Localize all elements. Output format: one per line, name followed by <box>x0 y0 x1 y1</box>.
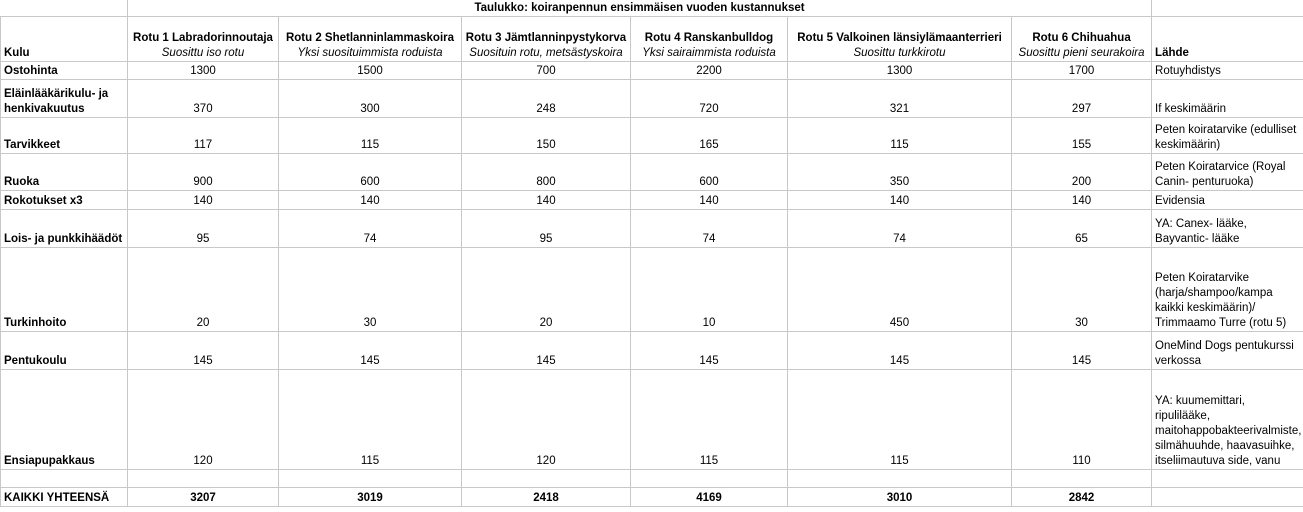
source-cell: Peten Koiratarvike (harja/shampoo/kampa kaikki keskimäärin)/ Trimmaamo Turre (rotu 5) <box>1152 248 1303 332</box>
cost-cell: 248 <box>462 80 631 118</box>
cost-cell: 297 <box>1012 80 1152 118</box>
table-title: Taulukko: koiranpennun ensimmäisen vuoden kustannukset <box>128 0 1152 17</box>
cost-cell: 10 <box>631 248 788 332</box>
row-label: Tarvikkeet <box>1 118 128 154</box>
empty-cell <box>1012 470 1152 488</box>
cost-cell: 800 <box>462 154 631 191</box>
cost-cell: 145 <box>788 332 1012 370</box>
table-row <box>1 248 1303 332</box>
row-label: Ensiapupakkaus <box>1 370 128 470</box>
cost-cell: 30 <box>1012 248 1152 332</box>
source-cell: YA: kuumemittari, ripulilääke, maitohappobakteerivalmiste, silmähuuhde, haavasuihke, itseliimautuva side, vanu <box>1152 370 1303 470</box>
cost-cell: 145 <box>1012 332 1152 370</box>
cost-cell: 140 <box>462 191 631 210</box>
source-cell: YA: Canex- lääke, Bayvantic- lääke <box>1152 210 1303 248</box>
cost-cell: 370 <box>128 80 279 118</box>
table-row <box>1 191 1303 210</box>
header-lahde: Lähde <box>1152 17 1303 62</box>
cost-cell: 200 <box>1012 154 1152 191</box>
cost-cell: 600 <box>279 154 462 191</box>
header-kulu: Kulu <box>1 17 128 62</box>
empty-cell <box>1152 488 1303 507</box>
cost-cell: 20 <box>462 248 631 332</box>
cost-cell: 30 <box>279 248 462 332</box>
cost-cell: 140 <box>128 191 279 210</box>
cost-cell: 65 <box>1012 210 1152 248</box>
cost-cell: 145 <box>128 332 279 370</box>
table-row <box>1 80 1303 118</box>
empty-cell <box>128 470 279 488</box>
cost-cell: 140 <box>1012 191 1152 210</box>
cost-cell: 115 <box>279 370 462 470</box>
cost-cell: 120 <box>462 370 631 470</box>
spacer-row <box>1 470 1303 488</box>
total-cell: 2418 <box>462 488 631 507</box>
cost-cell: 145 <box>631 332 788 370</box>
cost-cell: 140 <box>279 191 462 210</box>
header-breed-6: Rotu 6 Chihuahua Suosittu pieni seurakoira <box>1012 17 1152 62</box>
cost-cell: 145 <box>279 332 462 370</box>
cost-cell: 165 <box>631 118 788 154</box>
empty-cell <box>788 470 1012 488</box>
cost-cell: 140 <box>788 191 1012 210</box>
cost-cell: 115 <box>279 118 462 154</box>
total-label: KAIKKI YHTEENSÄ <box>1 488 128 507</box>
table-row <box>1 370 1303 470</box>
cost-cell: 20 <box>128 248 279 332</box>
cost-cell: 1300 <box>128 62 279 80</box>
empty-cell <box>279 470 462 488</box>
cost-cell: 74 <box>279 210 462 248</box>
cost-cell: 700 <box>462 62 631 80</box>
table-row <box>1 154 1303 191</box>
cost-cell: 300 <box>279 80 462 118</box>
cost-cell: 115 <box>788 370 1012 470</box>
cost-cell: 720 <box>631 80 788 118</box>
table-row <box>1 118 1303 154</box>
total-row <box>1 488 1303 507</box>
source-cell: If keskimäärin <box>1152 80 1303 118</box>
cost-cell: 150 <box>462 118 631 154</box>
cost-cell: 321 <box>788 80 1012 118</box>
cost-cell: 900 <box>128 154 279 191</box>
cost-cell: 1500 <box>279 62 462 80</box>
cost-cell: 140 <box>631 191 788 210</box>
cost-cell: 115 <box>788 118 1012 154</box>
cost-cell: 450 <box>788 248 1012 332</box>
header-breed-2: Rotu 2 Shetlanninlammaskoira Yksi suosituimmista roduista <box>279 17 462 62</box>
cost-cell: 145 <box>462 332 631 370</box>
cost-cell: 600 <box>631 154 788 191</box>
row-label: Ostohinta <box>1 62 128 80</box>
table-row <box>1 62 1303 80</box>
header-breed-5: Rotu 5 Valkoinen länsiylämaanterrieri Suosittu turkkirotu <box>788 17 1012 62</box>
row-label: Ruoka <box>1 154 128 191</box>
cost-cell: 2200 <box>631 62 788 80</box>
cost-cell: 350 <box>788 154 1012 191</box>
cost-cell: 115 <box>631 370 788 470</box>
cost-cell: 120 <box>128 370 279 470</box>
cost-cell: 95 <box>462 210 631 248</box>
source-cell: Evidensia <box>1152 191 1303 210</box>
table-row <box>1 332 1303 370</box>
cost-cell: 155 <box>1012 118 1152 154</box>
row-label: Eläinlääkärikulu- ja henkivakuutus <box>1 80 128 118</box>
table-row <box>1 210 1303 248</box>
row-label: Pentukoulu <box>1 332 128 370</box>
row-label: Turkinhoito <box>1 248 128 332</box>
cost-cell: 110 <box>1012 370 1152 470</box>
row-label: Lois- ja punkkihäädöt <box>1 210 128 248</box>
total-cell: 3010 <box>788 488 1012 507</box>
cost-cell: 74 <box>631 210 788 248</box>
title-row <box>1 0 1303 17</box>
header-row <box>1 17 1303 62</box>
empty-cell <box>1 470 128 488</box>
cost-cell: 1300 <box>788 62 1012 80</box>
source-cell: OneMind Dogs pentukurssi verkossa <box>1152 332 1303 370</box>
row-label: Rokotukset x3 <box>1 191 128 210</box>
source-cell: Peten koiratarvike (edulliset keskimäärin) <box>1152 118 1303 154</box>
cost-cell: 95 <box>128 210 279 248</box>
header-breed-1: Rotu 1 Labradorinnoutaja Suosittu iso rotu <box>128 17 279 62</box>
source-cell: Rotuyhdistys <box>1152 62 1303 80</box>
cost-cell: 74 <box>788 210 1012 248</box>
header-breed-4: Rotu 4 Ranskanbulldog Yksi sairaimmista roduista <box>631 17 788 62</box>
cost-cell: 1700 <box>1012 62 1152 80</box>
total-cell: 4169 <box>631 488 788 507</box>
total-cell: 3019 <box>279 488 462 507</box>
header-breed-3: Rotu 3 Jämtlanninpystykorva Suosituin rotu, metsästyskoira <box>462 17 631 62</box>
total-cell: 3207 <box>128 488 279 507</box>
cost-cell: 117 <box>128 118 279 154</box>
empty-cell <box>1152 470 1303 488</box>
empty-cell <box>462 470 631 488</box>
source-cell: Peten Koiratarvice (Royal Canin- penturuoka) <box>1152 154 1303 191</box>
total-cell: 2842 <box>1012 488 1152 507</box>
empty-cell <box>631 470 788 488</box>
